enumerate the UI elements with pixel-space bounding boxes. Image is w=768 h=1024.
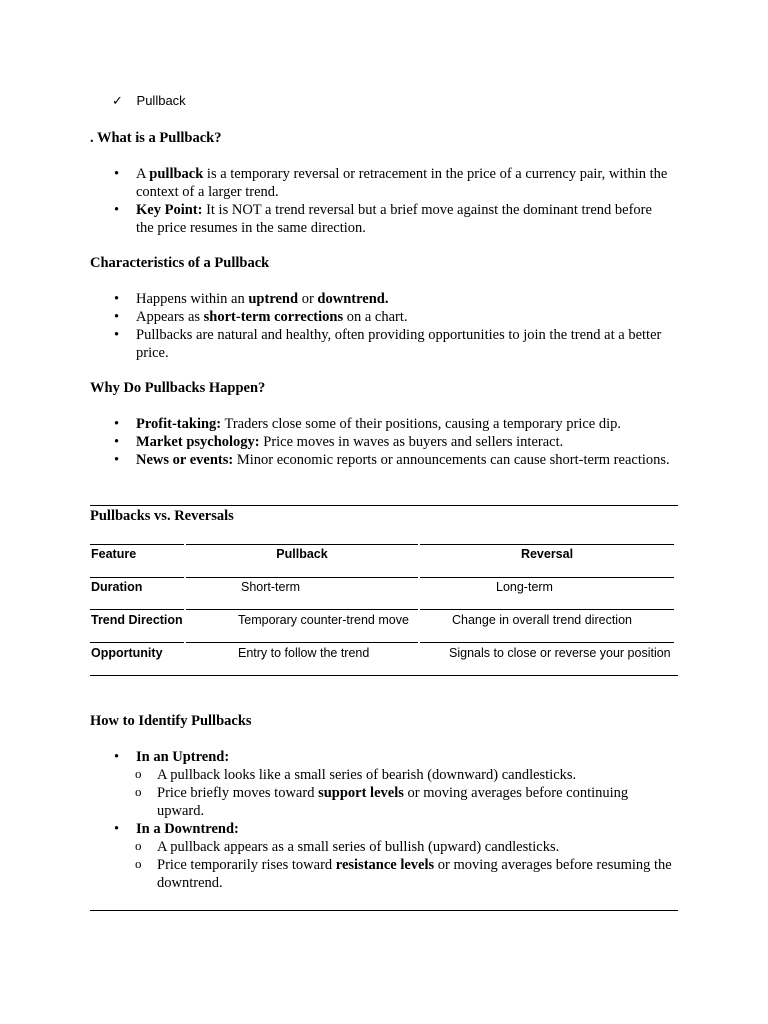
downtrend-sublist: [112, 838, 672, 892]
table-line: [90, 642, 184, 643]
table-line: [186, 577, 418, 578]
checklist-label: Pullback: [136, 93, 186, 108]
table-line: [90, 577, 184, 578]
sub-list-item: o Price briefly moves toward support levels or moving averages before continuing upward.: [112, 784, 672, 820]
horizontal-rule: [90, 675, 678, 676]
list-item: • Pullbacks are natural and healthy, often providing opportunities to join the trend at a better price.: [112, 326, 672, 362]
table-line: [186, 544, 418, 545]
table-cell-pullback: Entry to follow the trend: [238, 646, 370, 660]
table-cell-reversal: Long-term: [496, 580, 553, 594]
table-line: [90, 544, 184, 545]
table-cell-reversal: Change in overall trend direction: [452, 613, 632, 627]
list-item: • Happens within an uptrend or downtrend.: [112, 290, 672, 308]
table-line: [90, 609, 184, 610]
table-cell-pullback: Temporary counter-trend move: [238, 613, 409, 627]
list-item: • News or events: Minor economic reports or announcements can cause short-term reactions.: [112, 451, 672, 469]
checkmark-icon: ✓: [112, 93, 123, 108]
table-line: [186, 609, 418, 610]
checklist-item: [112, 93, 186, 109]
table-cell-feature: Trend Direction: [91, 613, 183, 627]
sub-list-item: o A pullback looks like a small series of bearish (downward) candlesticks.: [112, 766, 672, 784]
list-item: • Appears as short-term corrections on a chart.: [112, 308, 672, 326]
sub-list-item: o Price temporarily rises toward resistance levels or moving averages before resuming the downtrend.: [112, 856, 672, 892]
table-header-reversal: Reversal: [520, 547, 574, 561]
horizontal-rule: [90, 910, 678, 911]
table-cell-reversal: Signals to close or reverse your position: [449, 646, 671, 660]
sub-list-item: o A pullback appears as a small series of bullish (upward) candlesticks.: [112, 838, 672, 856]
table-header-pullback: Pullback: [276, 547, 328, 561]
table-line: [420, 544, 674, 545]
uptrend-sublist: [112, 766, 672, 820]
heading-what-is-pullback: . What is a Pullback?: [90, 130, 222, 146]
heading-how-to-identify: How to Identify Pullbacks: [90, 713, 252, 729]
list-item: • Key Point: It is NOT a trend reversal but a brief move against the dominant trend before the price resumes in the same direction.: [112, 201, 672, 237]
table-line: [420, 577, 674, 578]
horizontal-rule: [90, 505, 678, 506]
table-cell-pullback: Short-term: [241, 580, 301, 594]
list-item: • Market psychology: Price moves in waves as buyers and sellers interact.: [112, 433, 672, 451]
what-is-list: [112, 165, 672, 237]
heading-characteristics: Characteristics of a Pullback: [90, 255, 270, 271]
table-line: [420, 609, 674, 610]
why-list: [112, 415, 672, 469]
table-header-feature: Feature: [91, 547, 137, 561]
list-item: • Profit-taking: Traders close some of their positions, causing a temporary price dip.: [112, 415, 672, 433]
table-title: Pullbacks vs. Reversals: [90, 508, 234, 524]
table-line: [420, 642, 674, 643]
list-item: • In a Downtrend: o A pullback appears as a small series of bullish (upward) candlesticks. o Price temporarily rises toward resistance levels or moving averages before resuming the downtrend.: [112, 820, 672, 892]
table-line: [186, 642, 418, 643]
characteristics-list: [112, 290, 672, 362]
table-cell-feature: Opportunity: [91, 646, 163, 660]
table-cell-feature: Duration: [91, 580, 143, 594]
list-item: • In an Uptrend: o A pullback looks like a small series of bearish (downward) candlesticks. o Price briefly moves toward support levels or moving averages before continuing upward.: [112, 748, 672, 820]
identify-list: [112, 748, 672, 892]
heading-why-pullbacks: Why Do Pullbacks Happen?: [90, 380, 266, 396]
list-item: • A pullback is a temporary reversal or retracement in the price of a currency pair, within the context of a larger trend.: [112, 165, 672, 201]
